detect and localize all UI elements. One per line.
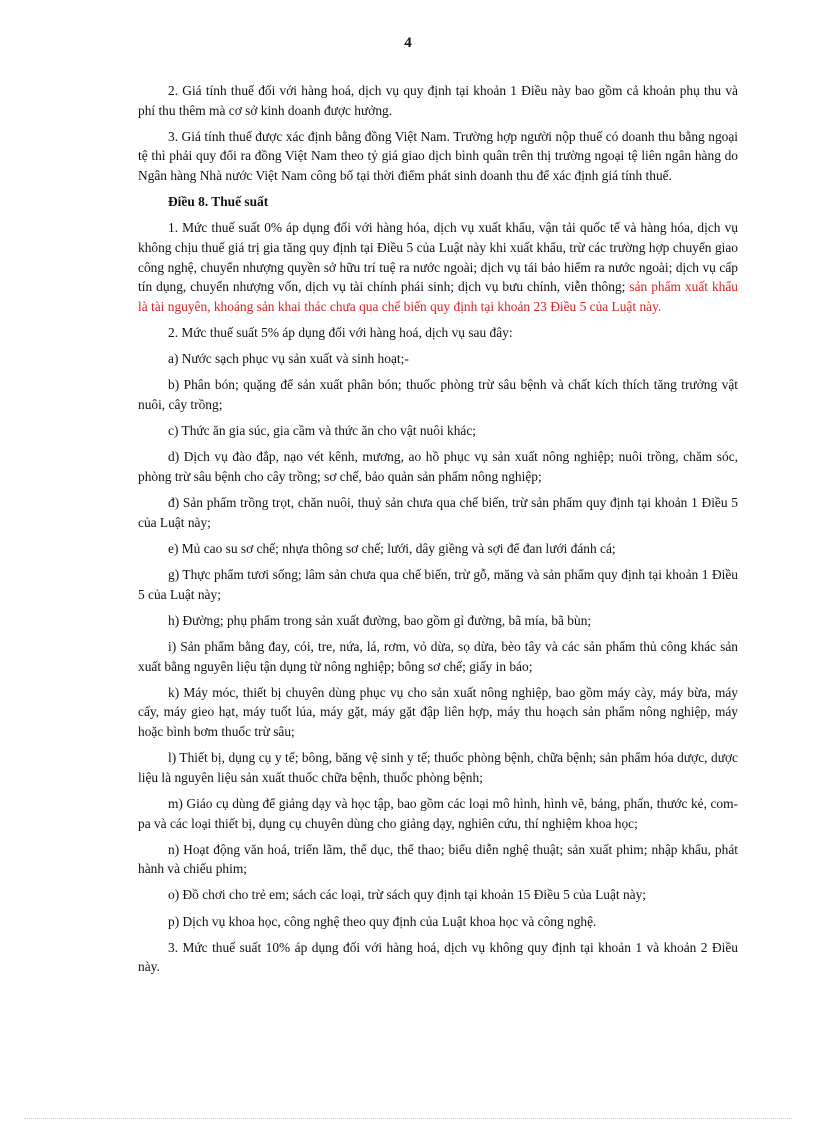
paragraph — [138, 323, 738, 343]
paragraph-text: đ) Sản phẩm trồng trọt, chăn nuôi, thuỷ sản chưa qua chế biến, trừ sản phẩm quy định tại khoản 1 Điều 5 của Luật này; — [138, 495, 738, 530]
paragraph — [138, 885, 738, 905]
article-heading — [138, 192, 738, 212]
paragraph — [138, 637, 738, 676]
paragraph-text: 3. Mức thuế suất 10% áp dụng đối với hàng hoá, dịch vụ không quy định tại khoản 1 và khoản 2 Điều này. — [138, 939, 738, 975]
paragraph-text: 3. Giá tính thuế được xác định bằng đồng Việt Nam. Trường hợp người nộp thuế có doanh thu bằng ngoại tệ thì phải quy đổi ra đồng Việt Nam theo tỷ giá giao dịch bình quân trên thị trường ngoại tệ liên ngân hàng do Ngân hàng Nhà nước Việt Nam công bố tại thời điểm phát sinh doanh thu để xác định giá tính thuế. — [138, 128, 738, 183]
paragraph-text: n) Hoạt động văn hoá, triển lãm, thể dục, thể thao; biểu diễn nghệ thuật; sản xuất phim; nhập khẩu, phát hành và chiếu phim; — [138, 841, 738, 877]
paragraph-text: l) Thiết bị, dụng cụ y tế; bông, băng vệ sinh y tế; thuốc phòng bệnh, chữa bệnh; sản phẩm hóa dược, dược liệu là nguyên liệu sản xuất thuốc chữa bệnh, thuốc phòng bệnh; — [138, 750, 738, 785]
paragraph — [138, 748, 738, 787]
paragraph-text: Điều 8. Thuế suất — [168, 194, 269, 210]
paragraph-text: p) Dịch vụ khoa học, công nghệ theo quy định của Luật khoa học và công nghệ. — [168, 913, 597, 929]
paragraph — [138, 683, 738, 742]
paragraph — [138, 611, 738, 631]
paragraph — [138, 840, 738, 879]
paragraph-text: k) Máy móc, thiết bị chuyên dùng phục vụ cho sản xuất nông nghiệp, bao gồm máy cày, máy bừa, máy cấy, máy gieo hạt, máy tuốt lúa, máy gặt, máy gặt đập liên hợp, máy thu hoạch sản phẩm nông nghiệp, máy hoặc bình bơm thuốc trừ sâu; — [138, 684, 738, 739]
paragraph-text: b) Phân bón; quặng để sản xuất phân bón; thuốc phòng trừ sâu bệnh và chất kích thích tăng trưởng vật nuôi, cây trồng; — [138, 377, 738, 412]
amended-text: sản phẩm xuất khẩu là tài nguyên, khoáng sản khai thác chưa qua chế biến quy định tại khoản 23 Điều 5 của Luật này. — [138, 279, 738, 314]
paragraph-text: d) Dịch vụ đào đắp, nạo vét kênh, mương, ao hồ phục vụ sản xuất nông nghiệp; nuôi trồng, chăm sóc, phòng trừ sâu bệnh cho cây trồng; sơ chế, bảo quản sản phẩm nông nghiệp; — [138, 449, 738, 484]
paragraph — [138, 218, 738, 316]
paragraph — [138, 539, 738, 559]
paragraph — [138, 421, 738, 441]
paragraph-text: a) Nước sạch phục vụ sản xuất và sinh hoạt;- — [168, 351, 409, 367]
paragraph — [138, 912, 738, 932]
paragraph-text: 1. Mức thuế suất 0% áp dụng đối với hàng hóa, dịch vụ xuất khẩu, vận tải quốc tế và hàng hóa, dịch vụ không chịu thuế giá trị gia tăng quy định tại Điều 5 của Luật này khi xuất khẩu, trừ các trường hợp chuyển giao công nghệ, chuyển nhượng quyền sở hữu trí tuệ ra nước ngoài; dịch vụ tái bảo hiểm ra nước ngoài; dịch vụ cấp tín dụng, chuyển nhượng vốn, dịch vụ tài chính phái sinh; dịch vụ bưu chính, viễn thông; — [138, 220, 738, 295]
paragraph — [138, 349, 738, 369]
paragraph — [138, 493, 738, 532]
document-body — [138, 81, 738, 984]
paragraph-text: o) Đồ chơi cho trẻ em; sách các loại, trừ sách quy định tại khoản 15 Điều 5 của Luật này; — [168, 887, 647, 903]
paragraph — [138, 127, 738, 186]
paragraph-text: h) Đường; phụ phẩm trong sản xuất đường, bao gồm gỉ đường, bã mía, bã bùn; — [168, 612, 592, 628]
page-number: 4 — [404, 35, 412, 51]
paragraph — [138, 375, 738, 414]
paragraph-text: 2. Giá tính thuế đối với hàng hoá, dịch vụ quy định tại khoản 1 Điều này bao gồm cả khoản phụ thu và phí thu thêm mà cơ sở kinh doanh được hưởng. — [138, 83, 738, 118]
paragraph-text: m) Giáo cụ dùng để giảng dạy và học tập, bao gồm các loại mô hình, hình vẽ, bảng, phấn, thước kẻ, com-pa và các loại thiết bị, dụng cụ chuyên dùng cho giảng dạy, nghiên cứu, thí nghiệm khoa học; — [138, 795, 738, 831]
paragraph — [138, 794, 738, 833]
paragraph — [138, 565, 738, 604]
paragraph — [138, 81, 738, 120]
paragraph-text: e) Mủ cao su sơ chế; nhựa thông sơ chế; lưới, dây giềng và sợi để đan lưới đánh cá; — [168, 540, 616, 556]
paragraph-text: i) Sản phẩm bằng đay, cói, tre, nứa, lá, rơm, vỏ dừa, sọ dừa, bèo tây và các sản phẩm thủ công khác sản xuất bằng nguyên liệu tận dụng từ nông nghiệp; bông sơ chế; giấy in báo; — [138, 638, 738, 674]
paragraph — [138, 938, 738, 977]
page-bottom-divider — [24, 1118, 792, 1119]
paragraph-text: g) Thực phẩm tươi sống; lâm sản chưa qua chế biến, trừ gỗ, măng và sản phẩm quy định tại khoản 1 Điều 5 của Luật này; — [138, 567, 738, 602]
paragraph-text: c) Thức ăn gia súc, gia cầm và thức ăn cho vật nuôi khác; — [168, 423, 477, 439]
paragraph-text: 2. Mức thuế suất 5% áp dụng đối với hàng hoá, dịch vụ sau đây: — [168, 324, 513, 340]
paragraph — [138, 447, 738, 486]
